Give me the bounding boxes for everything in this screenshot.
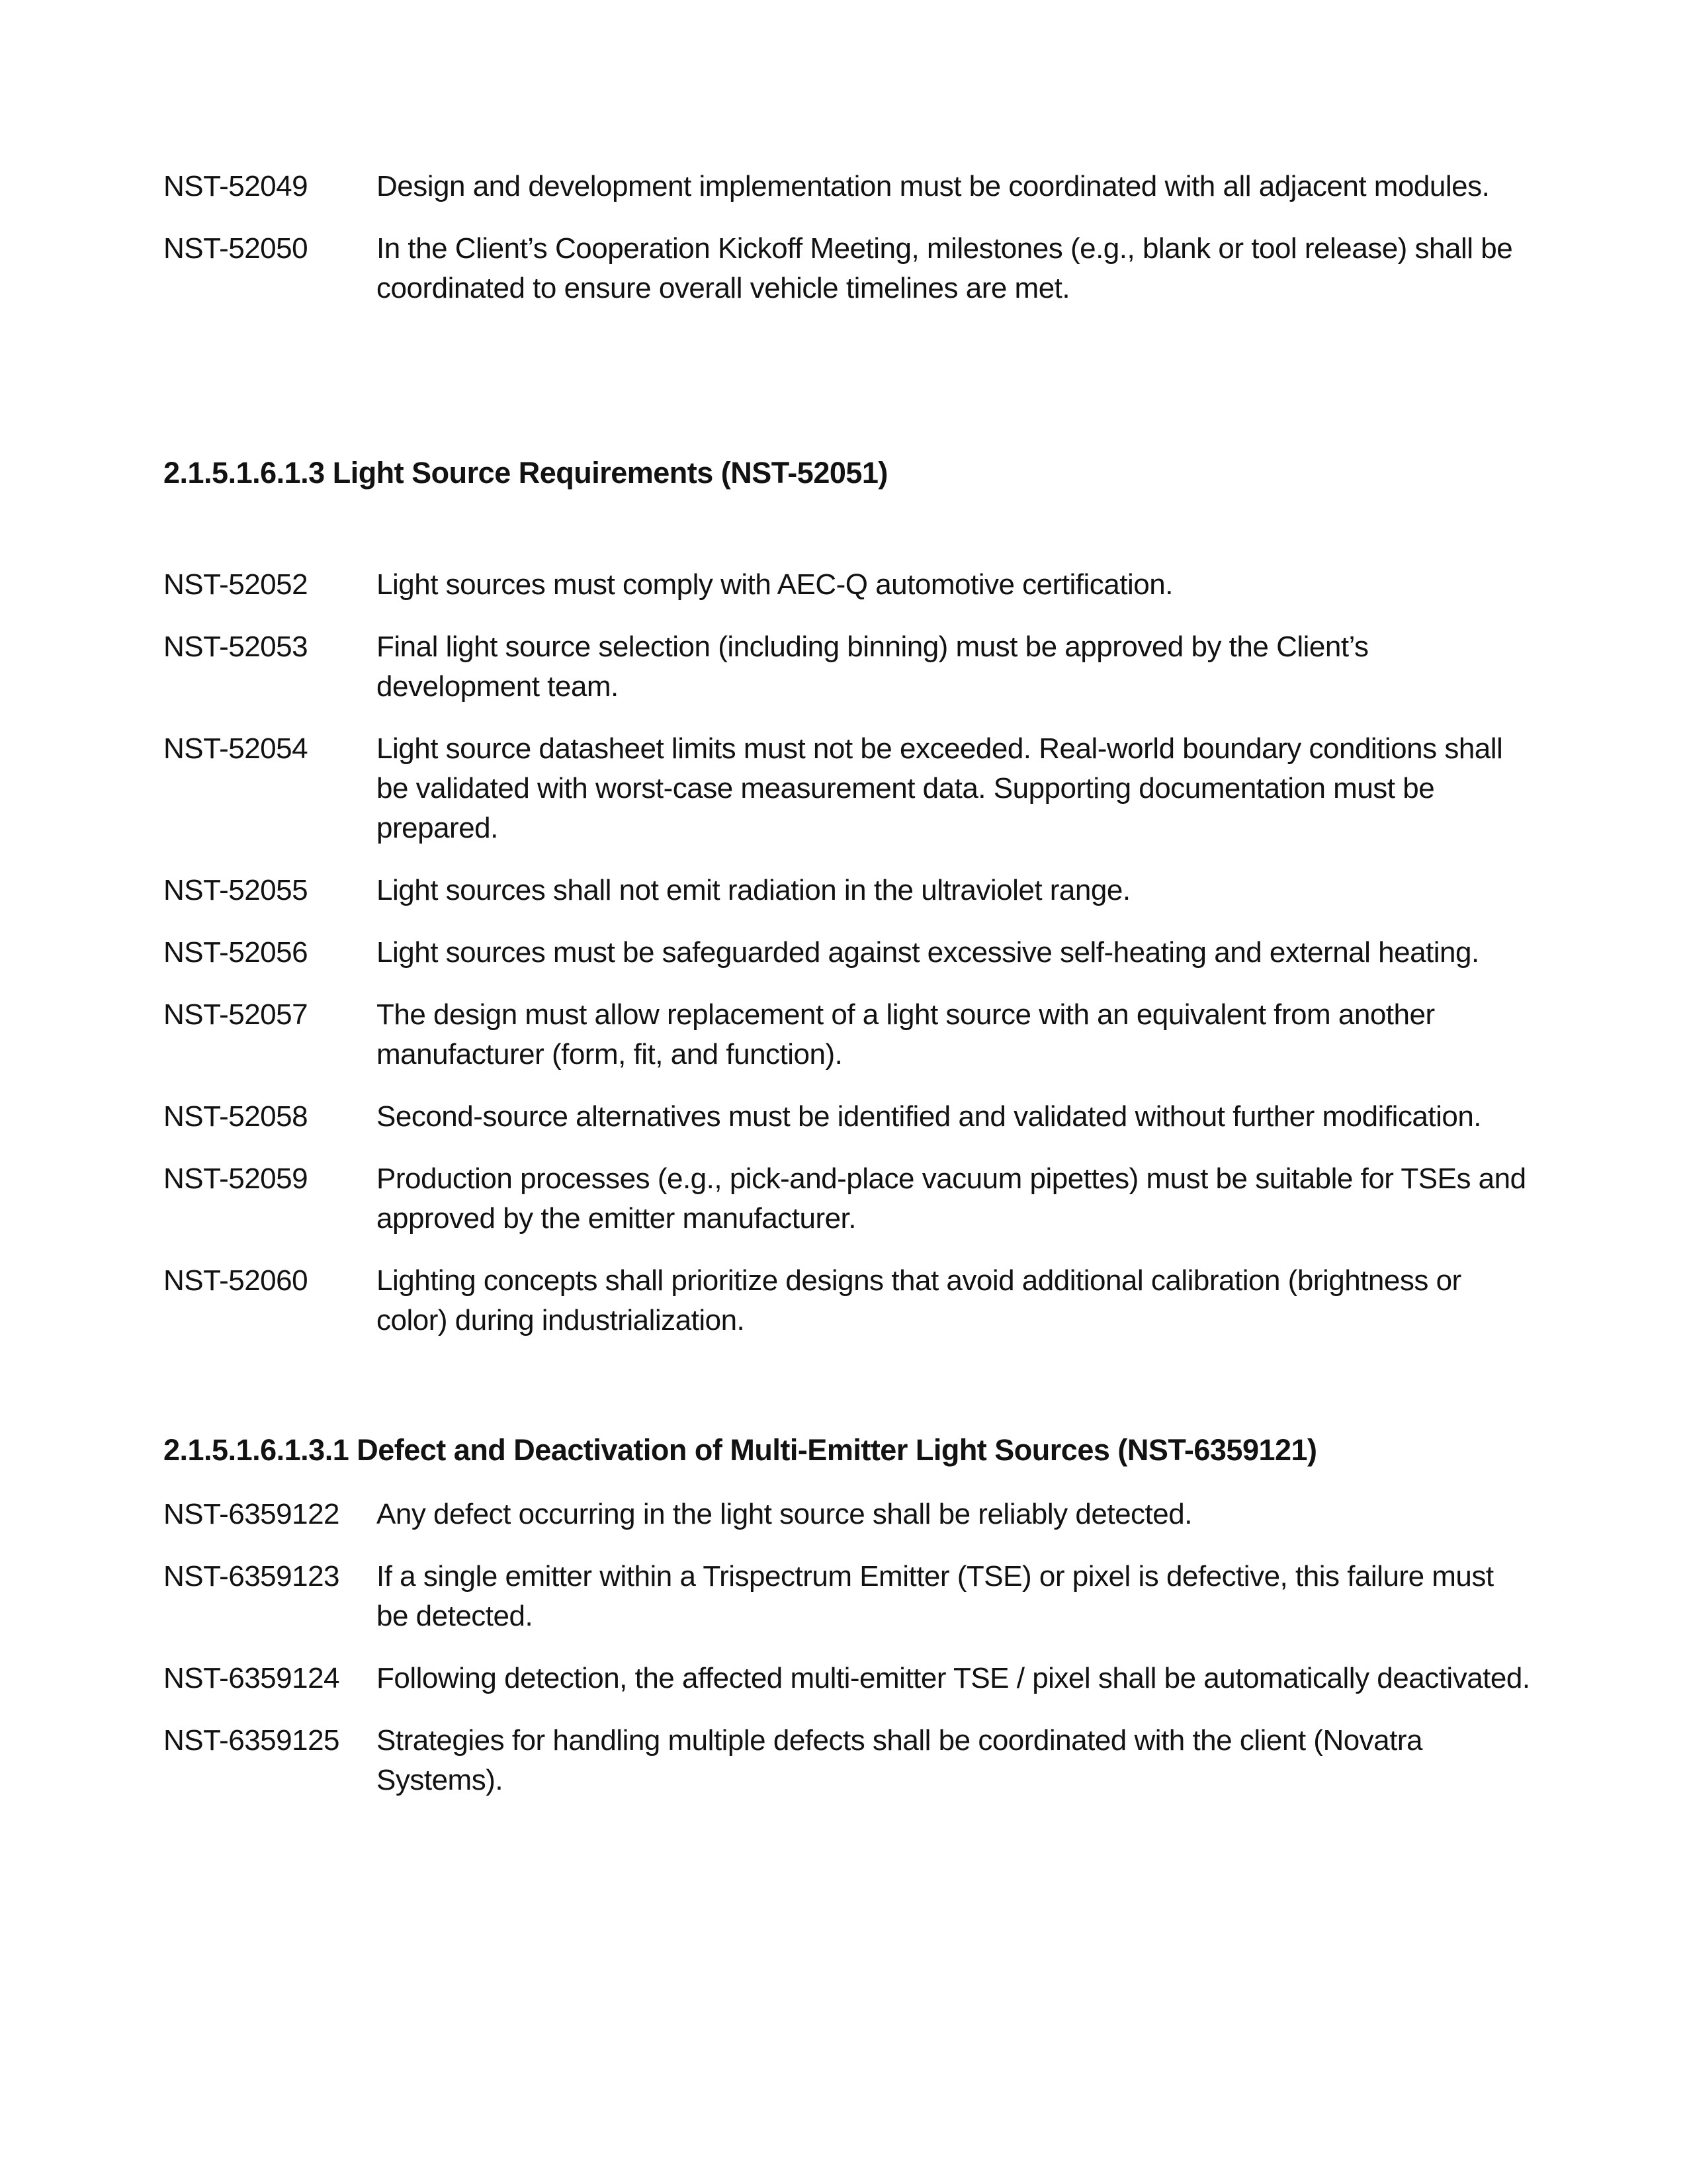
requirement-text: Following detection, the affected multi-emitter TSE / pixel shall be automatically deactivated. (376, 1662, 1530, 1694)
requirement-id: NST-52058 (163, 1100, 308, 1133)
requirement-text: Light sources must comply with AEC-Q automotive certification. (376, 568, 1173, 601)
requirement-id: NST-52060 (163, 1264, 308, 1297)
requirement-text: The design must allow replacement of a light source with an equivalent from another manufacturer (form, fit, and function). (376, 998, 1435, 1070)
requirement-id: NST-52052 (163, 568, 308, 601)
requirement-row (163, 167, 1541, 206)
requirement-row (163, 1721, 1541, 1800)
section-heading-defect-and-deactivation: 2.1.5.1.6.1.3.1 Defect and Deactivation of Multi-Emitter Light Sources (NST-6359121) (163, 1433, 1317, 1467)
requirement-row (163, 1097, 1541, 1137)
requirement-id: NST-52053 (163, 631, 308, 663)
requirement-row (163, 1557, 1541, 1636)
requirement-row (163, 995, 1541, 1074)
requirement-row (163, 1159, 1541, 1239)
requirement-row (163, 729, 1541, 848)
requirement-text: Light source datasheet limits must not be exceeded. Real-world boundary conditions shall be validated with worst-case measurement data. Supporting documentation must be prepared. (376, 732, 1503, 844)
requirement-row (163, 229, 1541, 308)
requirement-id: NST-52059 (163, 1162, 308, 1195)
requirement-text: Production processes (e.g., pick-and-place vacuum pipettes) must be suitable for TSEs and approved by the emitter manufacturer. (376, 1162, 1526, 1235)
requirement-text: Light sources shall not emit radiation in the ultraviolet range. (376, 874, 1131, 906)
requirement-id: NST-52055 (163, 874, 308, 906)
requirement-row (163, 627, 1541, 707)
requirement-id: NST-52050 (163, 232, 308, 265)
requirement-id: NST-52054 (163, 732, 308, 765)
requirement-row (163, 1495, 1541, 1534)
requirement-id: NST-52056 (163, 936, 308, 969)
requirement-text: If a single emitter within a Trispectrum Emitter (TSE) or pixel is defective, this failure must be detected. (376, 1560, 1494, 1632)
requirement-text: In the Client’s Cooperation Kickoff Meeting, milestones (e.g., blank or tool release) shall be coordinated to ensure overall vehicle timelines are met. (376, 232, 1513, 304)
requirement-row (163, 565, 1541, 605)
requirement-id: NST-52057 (163, 998, 308, 1031)
requirement-text: Lighting concepts shall prioritize designs that avoid additional calibration (brightness or color) during industrialization. (376, 1264, 1461, 1336)
requirement-row (163, 1261, 1541, 1340)
requirement-text: Strategies for handling multiple defects shall be coordinated with the client (Novatra Systems). (376, 1724, 1423, 1796)
section-defect-and-deactivation (163, 1495, 1541, 1800)
requirement-text: Design and development implementation must be coordinated with all adjacent modules. (376, 170, 1490, 202)
section-light-source-requirements (163, 565, 1541, 1340)
requirement-text: Final light source selection (including binning) must be approved by the Client’s development team. (376, 631, 1369, 703)
requirement-text: Light sources must be safeguarded against excessive self-heating and external heating. (376, 936, 1479, 969)
requirement-id: NST-6359125 (163, 1724, 340, 1757)
section-heading-light-source-requirements: 2.1.5.1.6.1.3 Light Source Requirements (NST-52051) (163, 456, 888, 490)
requirement-id: NST-6359123 (163, 1560, 340, 1593)
requirement-id: NST-6359122 (163, 1498, 340, 1530)
requirement-row (163, 933, 1541, 973)
requirement-text: Any defect occurring in the light source shall be reliably detected. (376, 1498, 1192, 1530)
requirement-row (163, 871, 1541, 910)
requirement-text: Second-source alternatives must be identified and validated without further modification. (376, 1100, 1482, 1133)
requirement-row (163, 1659, 1541, 1698)
requirement-id: NST-6359124 (163, 1662, 340, 1694)
requirement-id: NST-52049 (163, 170, 308, 202)
